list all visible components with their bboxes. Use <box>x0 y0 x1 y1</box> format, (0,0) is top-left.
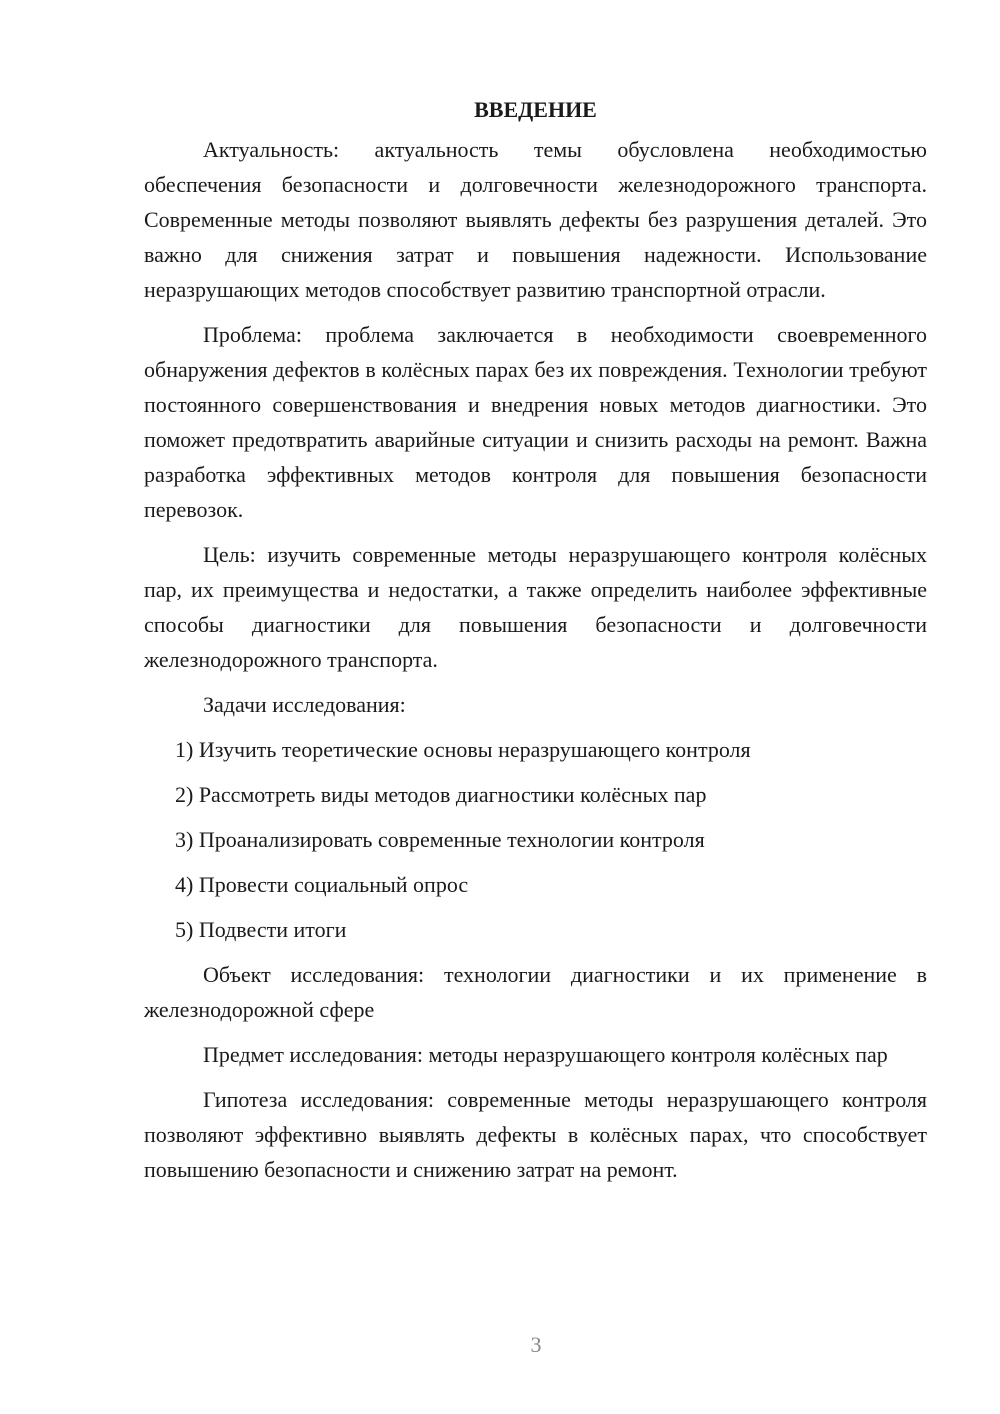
list-item: 4) Провести социальный опрос <box>175 872 469 897</box>
paragraph-problem: Проблема: проблема заключается в необходимости своевременного обнаружения дефектов в колёсных парах без их повреждения. Технологии требуют постоянного совершенствования и внедрения новых методов диагностики. Это поможет предотвратить аварийные ситуации и снизить расходы на ремонт. Важна разработка эффективных методов контроля для повышения безопасности перевозок. <box>144 322 927 522</box>
document-page <box>144 92 927 1197</box>
list-item: 2) Рассмотреть виды методов диагностики колёсных пар <box>175 782 707 807</box>
tasks-list <box>144 732 927 947</box>
list-item: 5) Подвести итоги <box>175 917 347 942</box>
paragraph-hypothesis: Гипотеза исследования: современные методы неразрушающего контроля позволяют эффективно выявлять дефекты в колёсных парах, что способствует повышению безопасности и снижению затрат на ремонт. <box>144 1087 927 1182</box>
list-item: 1) Изучить теоретические основы неразрушающего контроля <box>175 737 751 762</box>
tasks-heading: Задачи исследования: <box>203 692 406 717</box>
paragraph-object: Объект исследования: технологии диагностики и их применение в железнодорожной сфере <box>144 962 927 1022</box>
paragraph-goal: Цель: изучить современные методы неразрушающего контроля колёсных пар, их преимущества и недостатки, а также определить наиболее эффективные способы диагностики для повышения безопасности и долговечности железнодорожного транспорта. <box>144 542 927 672</box>
paragraph-subject: Предмет исследования: методы неразрушающего контроля колёсных пар <box>203 1042 888 1067</box>
document-title: ВВЕДЕНИЕ <box>474 97 597 122</box>
list-item: 3) Проанализировать современные технологии контроля <box>175 827 705 852</box>
page-number: 3 <box>530 1332 542 1357</box>
paragraph-relevance: Актуальность: актуальность темы обусловлена необходимостью обеспечения безопасности и долговечности железнодорожного транспорта. Современные методы позволяют выявлять дефекты без разрушения деталей. Это важно для снижения затрат и повышения надежности. Использование неразрушающих методов способствует развитию транспортной отрасли. <box>144 137 927 302</box>
